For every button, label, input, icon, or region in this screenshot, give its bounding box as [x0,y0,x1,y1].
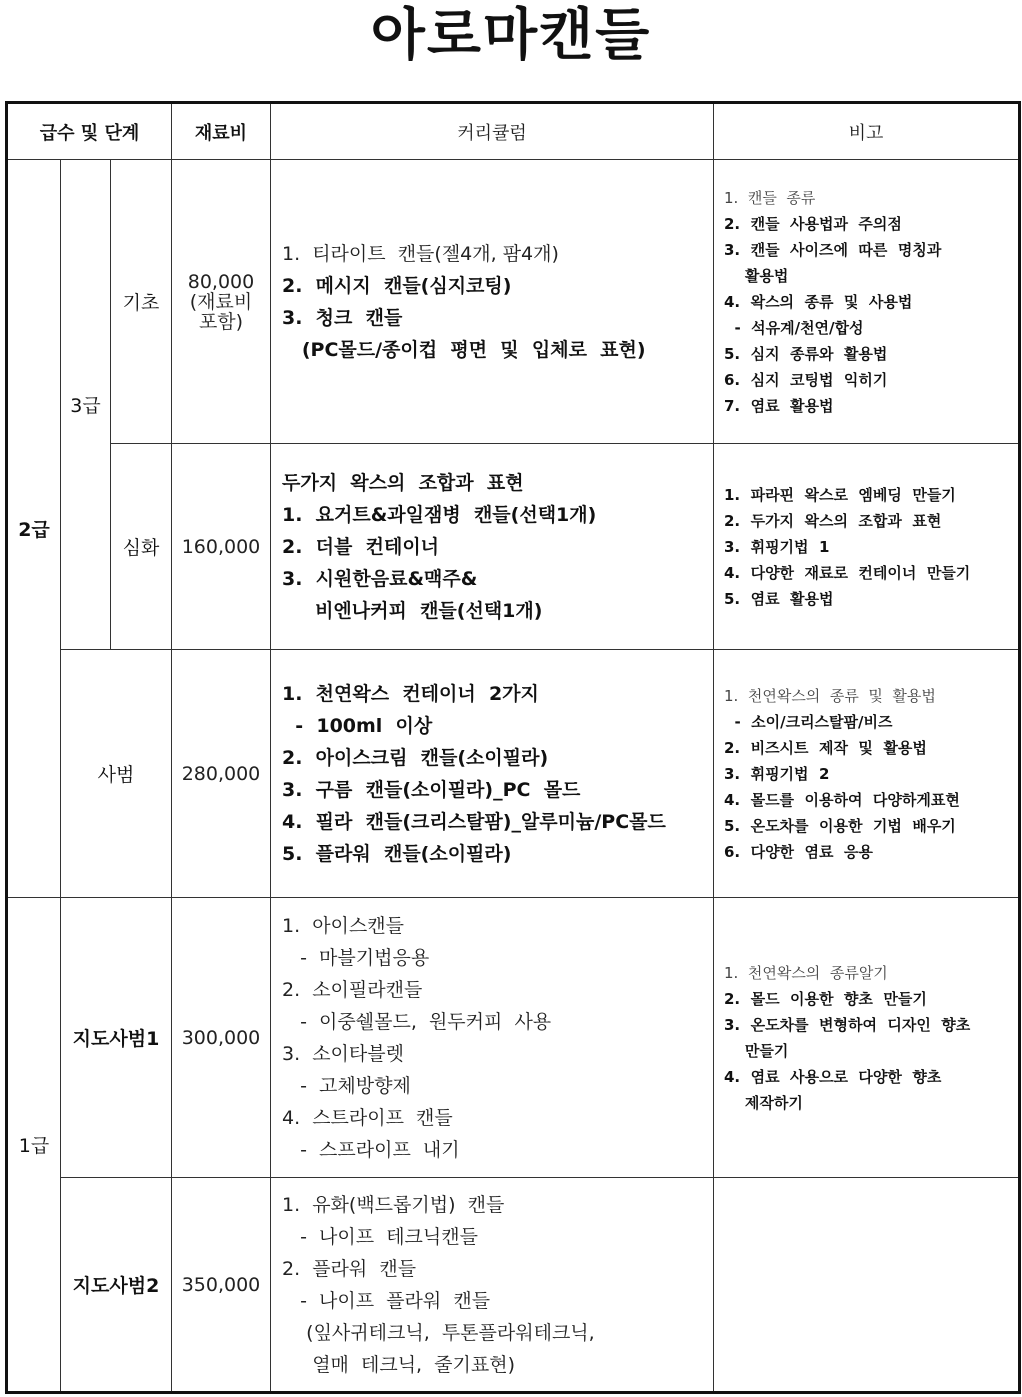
list-item: - 마블기법응용 [282,946,430,969]
list-item: 비엔나커피 캔들(선택1개) [282,599,543,622]
list-item: 4. 필라 캔들(크리스탈팜)_알루미늄/PC몰드 [282,810,666,833]
table-row-instructor [7,650,1020,898]
list-item: 3. 휘핑기법 1 [724,537,830,556]
notes-basic [714,160,1020,444]
list-item: 만들기 [724,1041,789,1060]
header-level: 급수 및 단계 [7,103,172,160]
page-title: 아로마캔들 [370,3,652,68]
fee-instructor: 280,000 [172,650,271,898]
list-item: 2. 두가지 왁스의 조합과 표현 [724,511,942,530]
list-item: 1. 아이스캔들 [282,914,404,937]
list-item: 4. 몰드를 이용하여 다양하게표현 [724,790,960,809]
list-item: - 이중쉘몰드, 원두커피 사용 [282,1010,552,1033]
table-row-master2 [7,1178,1020,1393]
notes-instructor [714,650,1020,898]
curriculum-master1 [271,898,714,1178]
list-item: 3. 소이타블렛 [282,1042,404,1065]
grade-3-cell: 3급 [61,160,111,650]
list-item: 3. 온도차를 변형하여 디자인 향초 [724,1015,971,1034]
list-item: 1. 파라핀 왁스로 엠베딩 만들기 [724,485,956,504]
notes-master2 [714,1178,1020,1393]
list-item: - 고체방향제 [282,1074,411,1097]
curriculum-basic [271,160,714,444]
list-item: 활용법 [724,266,789,285]
table-row-advanced [7,444,1020,650]
list-item: 2. 플라워 캔들 [282,1257,417,1280]
notes-advanced [714,444,1020,650]
header-fee: 재료비 [172,103,271,160]
stage-master1: 지도사범1 [61,898,172,1178]
stage-master2: 지도사범2 [61,1178,172,1393]
list-item: 4. 스트라이프 캔들 [282,1106,453,1129]
list-item: 1. 천연왁스의 종류알기 [724,963,888,982]
list-item: 2. 소이필라캔들 [282,978,423,1001]
fee-basic-note-2: 포함) [198,310,244,333]
list-item: 2. 비즈시트 제작 및 활용법 [724,738,927,757]
curriculum-instructor [271,650,714,898]
list-item: 2. 몰드 이용한 향초 만들기 [724,989,927,1008]
list-item: 1. 티라이트 캔들(젤4개, 팜4개) [282,242,559,265]
list-item: 1. 유화(백드롭기법) 캔들 [282,1193,505,1216]
list-item: 2. 캔들 사용법과 주의점 [724,214,902,233]
list-item: 3. 청크 캔들 [282,306,403,329]
list-item: 1. 천연왁스의 종류 및 활용법 [724,686,936,705]
list-item: 5. 플라워 캔들(소이필라) [282,842,512,865]
list-item: 1. 캔들 종류 [724,188,816,207]
list-item: 6. 다양한 염료 응용 [724,842,873,861]
list-item: - 100ml 이상 [282,714,433,737]
list-item: 1. 천연왁스 컨테이너 2가지 [282,682,539,705]
list-item: 5. 온도차를 이용한 기법 배우기 [724,816,956,835]
list-item: 1. 요거트&과일잼병 캔들(선택1개) [282,503,597,526]
table-row-master1 [7,898,1020,1178]
list-item: 4. 다양한 재료로 컨테이너 만들기 [724,563,971,582]
list-item: - 소이/크리스탈팜/비즈 [724,712,893,731]
fee-basic-amount: 80,000 [187,270,255,293]
list-item: 5. 심지 종류와 활용법 [724,344,888,363]
list-item: - 나이프 플라워 캔들 [282,1289,491,1312]
list-item: 3. 시원한음료&맥주& [282,567,478,590]
list-item: 4. 염료 사용으로 다양한 향초 [724,1067,942,1086]
header-notes: 비고 [714,103,1020,160]
list-item: 6. 심지 코팅법 익히기 [724,370,888,389]
list-item: 3. 구름 캔들(소이필라)_PC 몰드 [282,778,581,801]
curriculum-table [5,101,1021,1394]
grade-2-cell: 2급 [7,160,61,898]
stage-advanced: 심화 [111,444,172,650]
list-item: - 나이프 테크닉캔들 [282,1225,478,1248]
list-item: 열매 테크닉, 줄기표현) [282,1353,515,1376]
curriculum-advanced [271,444,714,650]
stage-basic: 기초 [111,160,172,444]
header-curriculum: 커리큘럼 [271,103,714,160]
list-item: 두가지 왁스의 조합과 표현 [282,471,524,494]
curriculum-master2 [271,1178,714,1393]
list-item: - 석유계/천연/합성 [724,318,864,337]
list-item: (PC몰드/종이컵 평면 및 입체로 표현) [282,338,646,361]
fee-master1: 300,000 [172,898,271,1178]
list-item: 2. 아이스크림 캔들(소이필라) [282,746,549,769]
list-item: 2. 메시지 캔들(심지코팅) [282,274,512,297]
list-item: 3. 휘핑기법 2 [724,764,830,783]
fee-master2: 350,000 [172,1178,271,1393]
list-item: (잎사귀테크닉, 투톤플라워테크닉, [282,1321,595,1344]
notes-master1 [714,898,1020,1178]
list-item: 2. 더블 컨테이너 [282,535,440,558]
list-item: 7. 염료 활용법 [724,396,834,415]
list-item: - 스프라이프 내기 [282,1138,460,1161]
fee-advanced: 160,000 [172,444,271,650]
fee-basic [172,160,271,444]
table-row-basic [7,160,1020,444]
header-row [7,103,1020,160]
fee-basic-note-1: (재료비 [189,290,253,313]
list-item: 3. 캔들 사이즈에 따른 명칭과 [724,240,942,259]
list-item: 5. 염료 활용법 [724,589,834,608]
list-item: 제작하기 [724,1093,803,1112]
list-item: 4. 왁스의 종류 및 사용법 [724,292,913,311]
grade-1-cell: 1급 [7,898,61,1393]
stage-instructor: 사범 [61,650,172,898]
